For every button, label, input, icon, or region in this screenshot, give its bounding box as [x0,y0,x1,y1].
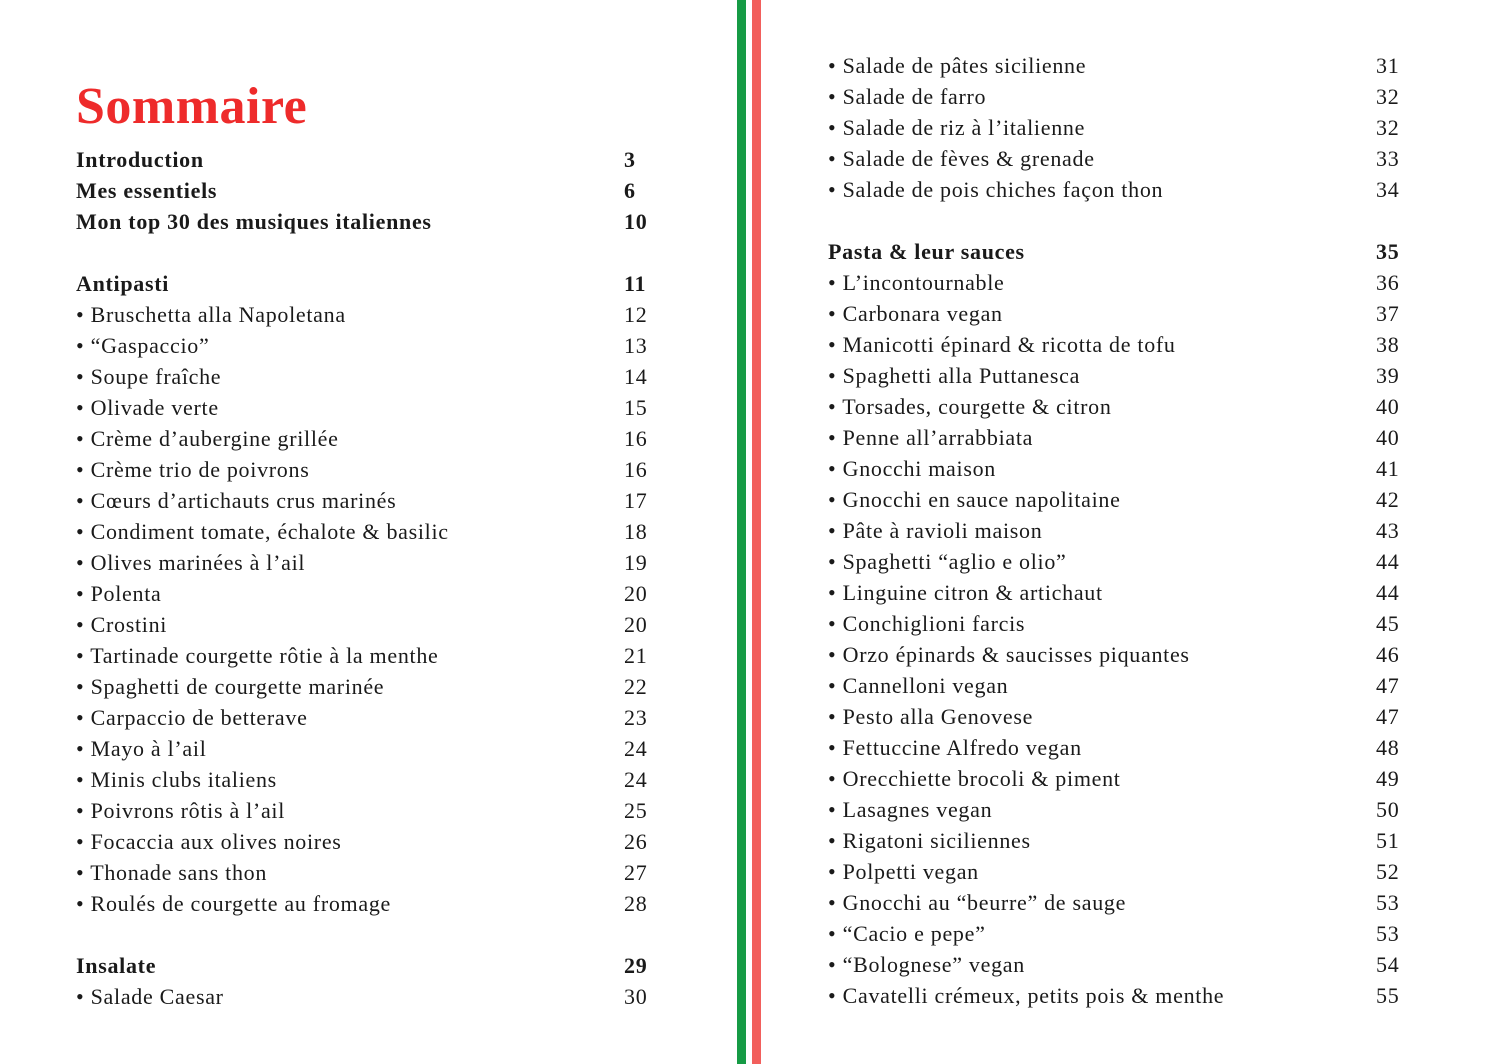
toc-entry[interactable] [828,701,1404,732]
toc-entry-label: • Spaghetti de courgette marinée [76,674,385,699]
toc-entry-label: • Bruschetta alla Napoletana [76,302,346,327]
toc-entry-label: Pasta & leur sauces [828,239,1025,264]
page-title: Sommaire [76,77,308,135]
toc-entry[interactable] [76,640,652,671]
toc-page-number: 43 [1376,518,1400,543]
toc-page-number: 3 [624,147,636,172]
toc-spacer [76,919,652,950]
toc-spacer [828,205,1404,236]
toc-section-heading[interactable] [76,175,652,206]
toc-entry[interactable] [828,887,1404,918]
toc-entry[interactable] [828,174,1404,205]
toc-page-number: 36 [1376,270,1400,295]
toc-page-number: 29 [624,953,648,978]
toc-entry[interactable] [76,795,652,826]
toc-entry-label: • Spaghetti “aglio e olio” [828,549,1067,574]
toc-entry-label: • L’incontournable [828,270,1005,295]
toc-page-number: 23 [624,705,648,730]
toc-entry-label: • “Bolognese” vegan [828,952,1025,977]
toc-entry[interactable] [828,422,1404,453]
toc-entry[interactable] [76,485,652,516]
toc-page-number: 41 [1376,456,1400,481]
toc-page-number: 15 [624,395,648,420]
toc-page-number: 40 [1376,425,1400,450]
toc-entry[interactable] [76,857,652,888]
toc-entry[interactable] [76,671,652,702]
toc-section-heading[interactable] [76,950,652,981]
toc-page-number: 40 [1376,394,1400,419]
toc-entry[interactable] [828,577,1404,608]
toc-entry[interactable] [828,856,1404,887]
toc-page-number: 17 [624,488,648,513]
toc-page-number: 35 [1376,239,1400,264]
toc-entry[interactable] [828,298,1404,329]
toc-entry[interactable] [828,112,1404,143]
toc-page-number: 44 [1376,580,1400,605]
toc-entry[interactable] [828,50,1404,81]
toc-entry-label: • Salade de farro [828,84,987,109]
toc-entry[interactable] [76,826,652,857]
toc-entry[interactable] [828,484,1404,515]
toc-entry-label: • Pesto alla Genovese [828,704,1034,729]
toc-entry[interactable] [828,949,1404,980]
toc-page-number: 26 [624,829,648,854]
toc-entry[interactable] [828,267,1404,298]
toc-entry-label: • Olivade verte [76,395,219,420]
toc-entry[interactable] [828,825,1404,856]
toc-page-number: 49 [1376,766,1400,791]
toc-entry[interactable] [828,794,1404,825]
toc-entry[interactable] [828,918,1404,949]
toc-entry[interactable] [76,547,652,578]
toc-entry-label: • Mayo à l’ail [76,736,207,761]
toc-entry-label: Introduction [76,147,204,172]
toc-entry-label: • Spaghetti alla Puttanesca [828,363,1081,388]
toc-entry-label: Mes essentiels [76,178,218,203]
toc-entry[interactable] [828,546,1404,577]
toc-entry-label: • Tartinade courgette rôtie à la menthe [76,643,439,668]
toc-entry-label: • Thonade sans thon [76,860,268,885]
toc-page-number: 47 [1376,673,1400,698]
toc-entry-label: • Lasagnes vegan [828,797,993,822]
toc-page-number: 25 [624,798,648,823]
toc-page-number: 50 [1376,797,1400,822]
toc-entry-label: • Linguine citron & artichaut [828,580,1103,605]
toc-entry-label: Antipasti [76,271,170,296]
toc-entry-label: • Focaccia aux olives noires [76,829,342,854]
toc-entry-label: • Cavatelli crémeux, petits pois & menthe [828,983,1225,1008]
toc-page-number: 30 [624,984,648,1009]
toc-entry[interactable] [828,143,1404,174]
toc-page-number: 16 [624,426,648,451]
toc-entry[interactable] [76,981,652,1012]
toc-page-number: 28 [624,891,648,916]
toc-entry[interactable] [828,391,1404,422]
toc-entry-label: • Rigatoni siciliennes [828,828,1031,853]
toc-page-number: 42 [1376,487,1400,512]
toc-entry-label: • Salade de pois chiches façon thon [828,177,1164,202]
toc-entry[interactable] [76,702,652,733]
toc-page-number: 22 [624,674,648,699]
toc-entry-label: • Penne all’arrabbiata [828,425,1034,450]
toc-entry-label: • Salade Caesar [76,984,224,1009]
toc-page-number: 48 [1376,735,1400,760]
toc-page-number: 54 [1376,952,1400,977]
toc-entry-label: • Carpaccio de betterave [76,705,308,730]
toc-entry-label: • Olives marinées à l’ail [76,550,306,575]
toc-entry[interactable] [76,733,652,764]
toc-entry[interactable] [828,732,1404,763]
toc-entry[interactable] [828,639,1404,670]
toc-entry-label: • Crème d’aubergine grillée [76,426,339,451]
toc-entry-label: • Torsades, courgette & citron [828,394,1112,419]
toc-entry[interactable] [828,515,1404,546]
toc-entry-label: • Fettuccine Alfredo vegan [828,735,1082,760]
toc-entry[interactable] [828,329,1404,360]
toc-page-number: 32 [1376,115,1400,140]
toc-page-number: 45 [1376,611,1400,636]
toc-entry[interactable] [76,361,652,392]
toc-page-number: 16 [624,457,648,482]
toc-entry-label: • Polpetti vegan [828,859,979,884]
toc-entry[interactable] [76,764,652,795]
toc-entry[interactable] [76,392,652,423]
toc-page-number: 31 [1376,53,1400,78]
toc-entry[interactable] [828,980,1404,1011]
toc-entry-label: • Crème trio de poivrons [76,457,310,482]
toc-entry-label: • Polenta [76,581,162,606]
toc-entry[interactable] [76,330,652,361]
toc-entry-label: • Salade de fèves & grenade [828,146,1095,171]
toc-entry[interactable] [828,608,1404,639]
toc-page-number: 51 [1376,828,1400,853]
toc-right-column [828,50,1404,1011]
toc-page-number: 24 [624,767,648,792]
toc-entry[interactable] [828,360,1404,391]
toc-entry-label: • “Gaspaccio” [76,333,210,358]
toc-page-number: 32 [1376,84,1400,109]
toc-page-number: 53 [1376,890,1400,915]
toc-entry-label: • Orzo épinards & saucisses piquantes [828,642,1190,667]
toc-page-number: 11 [624,271,647,296]
toc-entry-label: • Salade de pâtes sicilienne [828,53,1087,78]
toc-section-heading[interactable] [76,206,652,237]
toc-entry-label: • Soupe fraîche [76,364,222,389]
toc-page-number: 38 [1376,332,1400,357]
toc-entry[interactable] [76,299,652,330]
toc-entry-label: • Pâte à ravioli maison [828,518,1043,543]
toc-entry[interactable] [76,578,652,609]
toc-page-number: 55 [1376,983,1400,1008]
toc-entry-label: • Conchiglioni farcis [828,611,1026,636]
toc-entry-label: • Orecchiette brocoli & piment [828,766,1121,791]
toc-section-heading[interactable] [76,268,652,299]
toc-page-number: 6 [624,178,636,203]
toc-page-number: 18 [624,519,648,544]
toc-entry-label: • Gnocchi maison [828,456,996,481]
toc-entry-label: • “Cacio e pepe” [828,921,986,946]
toc-page-number: 24 [624,736,648,761]
toc-entry-label: • Minis clubs italiens [76,767,277,792]
toc-entry[interactable] [76,609,652,640]
toc-entry[interactable] [828,453,1404,484]
toc-entry-label: • Roulés de courgette au fromage [76,891,391,916]
toc-page-number: 12 [624,302,648,327]
toc-entry[interactable] [76,454,652,485]
toc-page-number: 34 [1376,177,1400,202]
toc-page-number: 33 [1376,146,1400,171]
toc-spacer [76,237,652,268]
toc-page-number: 20 [624,581,648,606]
toc-entry-label: • Cœurs d’artichauts crus marinés [76,488,397,513]
toc-entry[interactable] [76,888,652,919]
toc-entry[interactable] [76,516,652,547]
toc-entry[interactable] [76,423,652,454]
toc-page-number: 19 [624,550,648,575]
toc-entry-label: • Condiment tomate, échalote & basilic [76,519,449,544]
toc-entry-label: Mon top 30 des musiques italiennes [76,209,432,234]
toc-entry-label: • Manicotti épinard & ricotta de tofu [828,332,1176,357]
toc-page-number: 21 [624,643,648,668]
toc-entry-label: • Salade de riz à l’italienne [828,115,1086,140]
toc-page-number: 20 [624,612,648,637]
toc-entry-label: • Crostini [76,612,168,637]
toc-page-number: 46 [1376,642,1400,667]
toc-entry-label: • Carbonara vegan [828,301,1003,326]
flag-stripe-red [752,0,761,1064]
toc-page-number: 39 [1376,363,1400,388]
toc-page-number: 53 [1376,921,1400,946]
toc-entry[interactable] [828,763,1404,794]
toc-entry[interactable] [828,670,1404,701]
toc-entry-label: • Gnocchi au “beurre” de sauge [828,890,1127,915]
toc-page-number: 14 [624,364,648,389]
toc-section-heading[interactable] [76,144,652,175]
toc-page-number: 52 [1376,859,1400,884]
toc-page-number: 13 [624,333,648,358]
toc-entry-label: • Cannelloni vegan [828,673,1009,698]
toc-entry-label: • Gnocchi en sauce napolitaine [828,487,1121,512]
flag-stripe-green [737,0,746,1064]
toc-left-column [76,144,652,1012]
toc-page-number: 37 [1376,301,1400,326]
toc-section-heading[interactable] [828,236,1404,267]
toc-entry[interactable] [828,81,1404,112]
toc-page-number: 10 [624,209,648,234]
toc-page-number: 27 [624,860,648,885]
toc-page-number: 44 [1376,549,1400,574]
toc-entry-label: • Poivrons rôtis à l’ail [76,798,286,823]
toc-page-number: 47 [1376,704,1400,729]
toc-entry-label: Insalate [76,953,157,978]
